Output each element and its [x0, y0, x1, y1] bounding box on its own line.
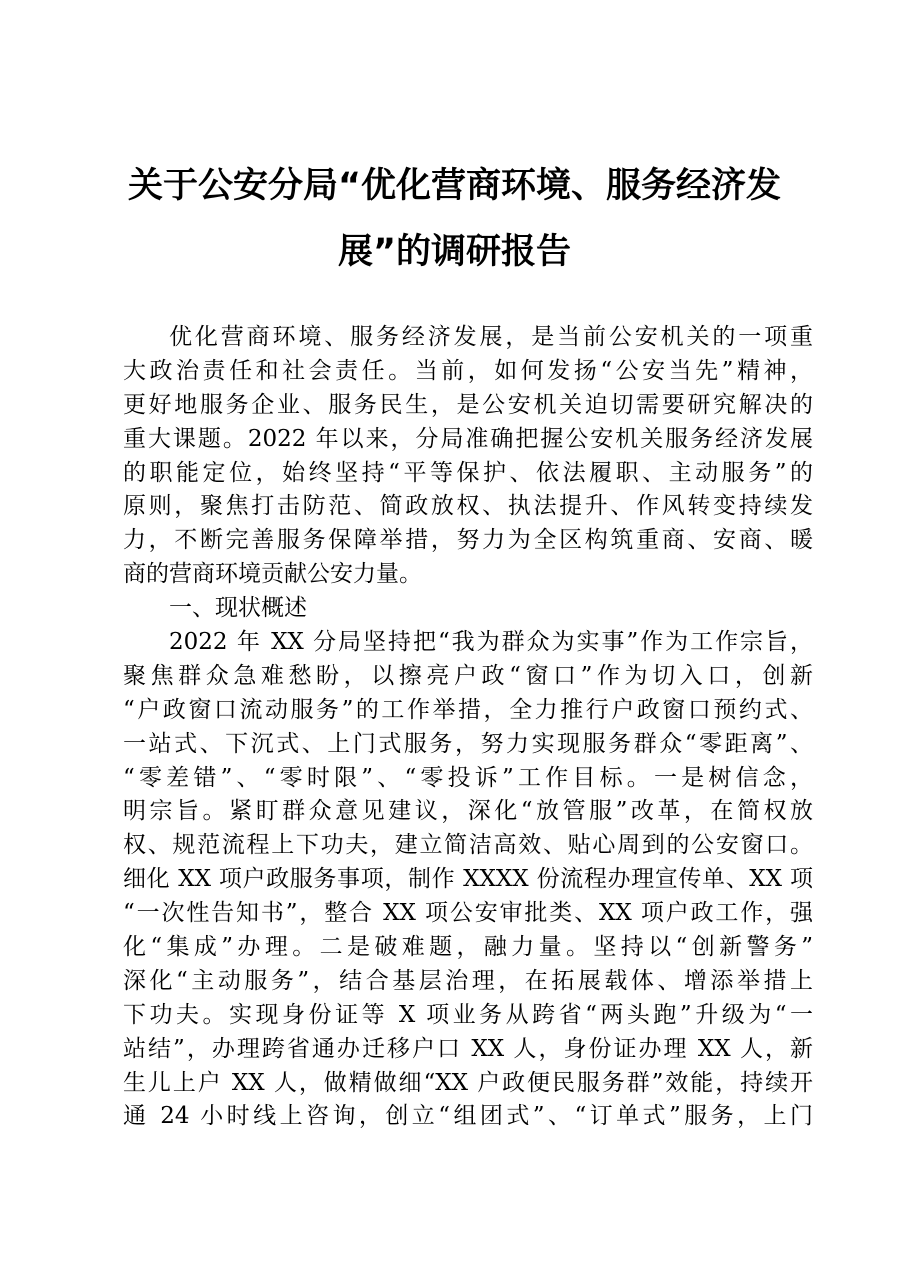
text-line: 力，不断完善服务保障举措，努力为全区构筑重商、安商、暖 [123, 527, 813, 554]
document-title-line-1: 关于公安分局“优化营商环境、服务经济发 [127, 166, 781, 206]
text-line: “零差错”、“零时限”、“零投诉”工作目标。一是树信念， [123, 764, 813, 791]
text-line: 化“集成”办理。二是破难题，融力量。坚持以“创新警务” [123, 934, 813, 961]
text-line: 明宗旨。紧盯群众意见建议，深化“放管服”改革，在简权放 [123, 798, 813, 825]
text-line: 下功夫。实现身份证等 X 项业务从跨省“两头跑”升级为“一 [123, 1001, 813, 1028]
document-body [123, 321, 813, 1134]
document-title-line-2: 展”的调研报告 [337, 232, 571, 272]
text-line: 权、规范流程上下功夫，建立简洁高效、贴心周到的公安窗口。 [123, 832, 813, 859]
text-line: 2022 年 XX 分局坚持把“我为群众为实事”作为工作宗旨， [169, 629, 813, 656]
text-line: 生儿上户 XX 人，做精做细“XX 户政便民服务群”效能，持续开 [123, 1069, 813, 1096]
section-heading [123, 592, 813, 626]
text-line: 更好地服务企业、服务民生，是公安机关迫切需要研究解决的 [123, 391, 813, 418]
text-line: “户政窗口流动服务”的工作举措，全力推行户政窗口预约式、 [123, 696, 813, 723]
text-line: 大政治责任和社会责任。当前，如何发扬“公安当先”精神， [123, 357, 813, 384]
text-line: 聚焦群众急难愁盼，以擦亮户政“窗口”作为切入口，创新 [123, 662, 813, 689]
heading-line: 一、现状概述 [169, 595, 307, 622]
text-line: 通 24 小时线上咨询，创立“组团式”、“订单式”服务，上门 [123, 1103, 813, 1130]
text-line: 一站式、下沉式、上门式服务，努力实现服务群众“零距离”、 [123, 730, 813, 757]
text-line: 重大课题。2022 年以来，分局准确把握公安机关服务经济发展 [123, 425, 813, 452]
paragraph-intro [123, 321, 813, 592]
text-line: 细化 XX 项户政服务事项，制作 XXXX 份流程办理宣传单、XX 项 [123, 866, 813, 893]
paragraph-overview [123, 626, 813, 1134]
text-line: 商的营商环境贡献公安力量。 [123, 561, 422, 588]
text-line: 深化“主动服务”，结合基层治理，在拓展载体、增添举措上 [123, 967, 813, 994]
text-line: “一次性告知书”，整合 XX 项公安审批类、XX 项户政工作，强 [123, 900, 813, 927]
text-line: 的职能定位，始终坚持“平等保护、依法履职、主动服务”的 [123, 459, 813, 486]
text-line: 站结”，办理跨省通办迁移户口 XX 人，身份证办理 XX 人，新 [123, 1035, 813, 1062]
text-line: 原则，聚焦打击防范、简政放权、执法提升、作风转变持续发 [123, 493, 813, 520]
text-line: 优化营商环境、服务经济发展，是当前公安机关的一项重 [169, 324, 813, 350]
